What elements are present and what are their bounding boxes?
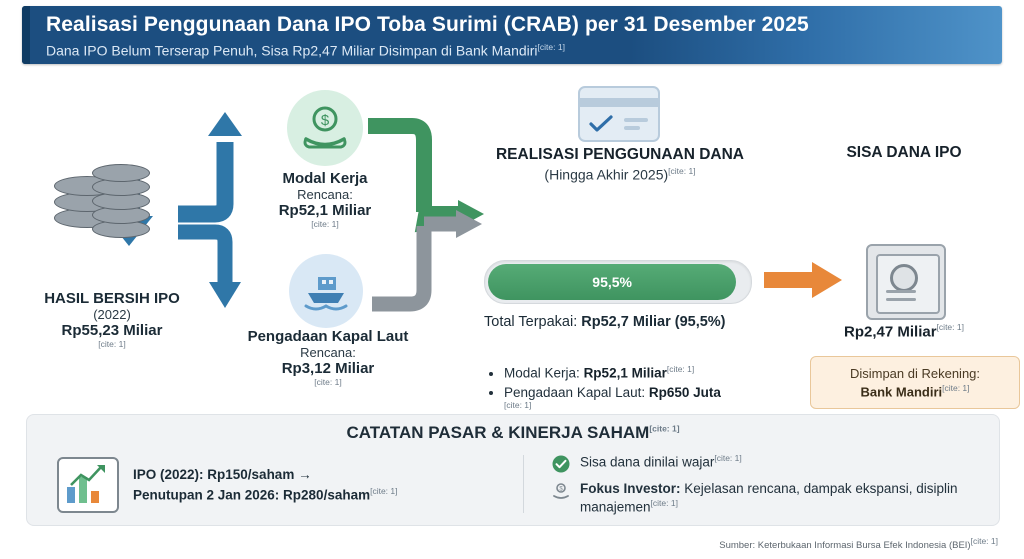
realisasi-citation: [cite: 1] bbox=[668, 166, 696, 176]
svg-text:$: $ bbox=[320, 112, 330, 129]
callout-citation: [cite: 1] bbox=[942, 382, 970, 393]
list-item bbox=[551, 453, 991, 474]
page-subtitle-text: Dana IPO Belum Terserap Penuh, Sisa Rp2,47 Miliar Disimpan di Bank Mandiri bbox=[46, 42, 538, 59]
progress-bar-fill bbox=[488, 264, 736, 300]
sisa-amount: Rp2,47 Miliar bbox=[844, 323, 937, 341]
panel-right-group bbox=[551, 453, 991, 523]
source-note-row bbox=[719, 536, 998, 551]
realisasi-subtitle-row bbox=[470, 166, 770, 183]
source-note-citation: [cite: 1] bbox=[970, 536, 998, 546]
panel-divider bbox=[523, 455, 524, 513]
ship-icon bbox=[289, 254, 363, 328]
realisasi-subtitle: (Hingga Akhir 2025) bbox=[544, 166, 669, 183]
safe-box-icon bbox=[866, 244, 946, 320]
node-modal-kerja-label bbox=[234, 170, 416, 229]
source-title: HASIL BERSIH IPO bbox=[44, 290, 180, 307]
progress-bar bbox=[484, 260, 752, 304]
subtitle-citation: [cite: 1] bbox=[537, 42, 565, 52]
modal-kerja-citation: [cite: 1] bbox=[311, 219, 339, 229]
progress-percent-label: 95,5% bbox=[592, 274, 632, 290]
kapal-plan-label: Rencana: bbox=[300, 345, 356, 360]
panel-title: CATATAN PASAR & KINERJA SAHAM bbox=[346, 423, 650, 442]
source-year: (2022) bbox=[93, 307, 131, 322]
coin-stack-icon bbox=[48, 162, 168, 252]
page-subtitle bbox=[46, 42, 565, 59]
hand-money-icon bbox=[287, 90, 363, 166]
modal-kerja-title: Modal Kerja bbox=[282, 170, 368, 187]
callout-line1: Disimpan di Rekening: bbox=[849, 366, 981, 381]
panel-left-line1: IPO (2022): Rp150/saham → bbox=[133, 466, 312, 482]
arrow-realisasi-to-sisa bbox=[764, 262, 842, 298]
breakdown-0-value: Rp52,1 Miliar bbox=[583, 365, 667, 381]
panel-left-line2: Penutupan 2 Jan 2026: Rp280/saham bbox=[133, 487, 371, 503]
kapal-amount: Rp3,12 Miliar bbox=[281, 360, 375, 377]
breakdown-1-label: Pengadaan Kapal Laut: bbox=[504, 384, 646, 400]
list-item bbox=[504, 385, 786, 410]
market-notes-panel bbox=[26, 414, 1000, 526]
source-citation: [cite: 1] bbox=[98, 339, 126, 349]
modal-kerja-plan-label: Rencana: bbox=[297, 187, 353, 202]
modal-kerja-amount: Rp52,1 Miliar bbox=[278, 202, 372, 219]
total-terpakai-value: Rp52,7 Miliar (95,5%) bbox=[581, 314, 726, 330]
sisa-title: SISA DANA IPO bbox=[846, 144, 962, 161]
realisasi-heading bbox=[470, 146, 770, 183]
realisasi-breakdown bbox=[486, 364, 786, 414]
breakdown-0-label: Modal Kerja: bbox=[504, 365, 580, 381]
panel-left-group bbox=[57, 457, 497, 513]
breakdown-1-citation: [cite: 1] bbox=[504, 399, 532, 410]
panel-title-citation: [cite: 1] bbox=[649, 423, 680, 434]
panel-right-1-text: Kejelasan rencana, dampak ekspansi, disiplin manajemen bbox=[580, 481, 958, 515]
kapal-title: Pengadaan Kapal Laut bbox=[247, 328, 409, 345]
source-amount: Rp55,23 Miliar bbox=[61, 322, 163, 339]
total-terpakai-label: Total Terpakai: bbox=[484, 314, 578, 330]
panel-right-1-citation: [cite: 1] bbox=[650, 498, 678, 509]
diagram-canvas bbox=[0, 64, 1024, 410]
panel-title-row bbox=[27, 423, 999, 443]
arrow-source-to-modal bbox=[178, 112, 242, 214]
source-note: Sumber: Keterbukaan Informasi Bursa Efek Indonesia (BEI) bbox=[719, 540, 971, 552]
sisa-amount-row bbox=[806, 322, 1002, 341]
panel-right-1-bold: Fokus Investor: bbox=[580, 481, 681, 496]
callout-line2: Bank Mandiri bbox=[860, 383, 943, 399]
credit-card-check-icon bbox=[578, 86, 660, 142]
list-item bbox=[504, 364, 786, 381]
svg-text:$: $ bbox=[559, 486, 563, 493]
panel-left-citation: [cite: 1] bbox=[370, 485, 398, 496]
total-terpakai-row bbox=[484, 314, 726, 330]
page-header bbox=[22, 6, 1002, 64]
node-kapal-label bbox=[218, 328, 438, 387]
realisasi-title: REALISASI PENGGUNAAN DANA bbox=[495, 146, 744, 163]
sisa-title-wrap bbox=[806, 144, 1002, 162]
breakdown-1-value: Rp650 Juta bbox=[648, 384, 721, 400]
check-circle-icon bbox=[551, 454, 571, 474]
node-source-label bbox=[14, 290, 210, 349]
panel-right-0-citation: [cite: 1] bbox=[714, 453, 742, 463]
bar-chart-growth-icon bbox=[57, 457, 119, 513]
page-title: Realisasi Penggunaan Dana IPO Toba Surimi (CRAB) per 31 Desember 2025 bbox=[46, 13, 809, 36]
list-item bbox=[551, 480, 991, 517]
sisa-citation: [cite: 1] bbox=[936, 322, 964, 332]
callout-bank bbox=[810, 356, 1020, 409]
kapal-citation: [cite: 1] bbox=[314, 377, 342, 387]
breakdown-0-citation: [cite: 1] bbox=[666, 364, 695, 374]
hand-coin-icon bbox=[551, 482, 571, 502]
panel-right-0-text: Sisa dana dinilai wajar bbox=[580, 454, 715, 470]
panel-left-text bbox=[133, 465, 398, 506]
